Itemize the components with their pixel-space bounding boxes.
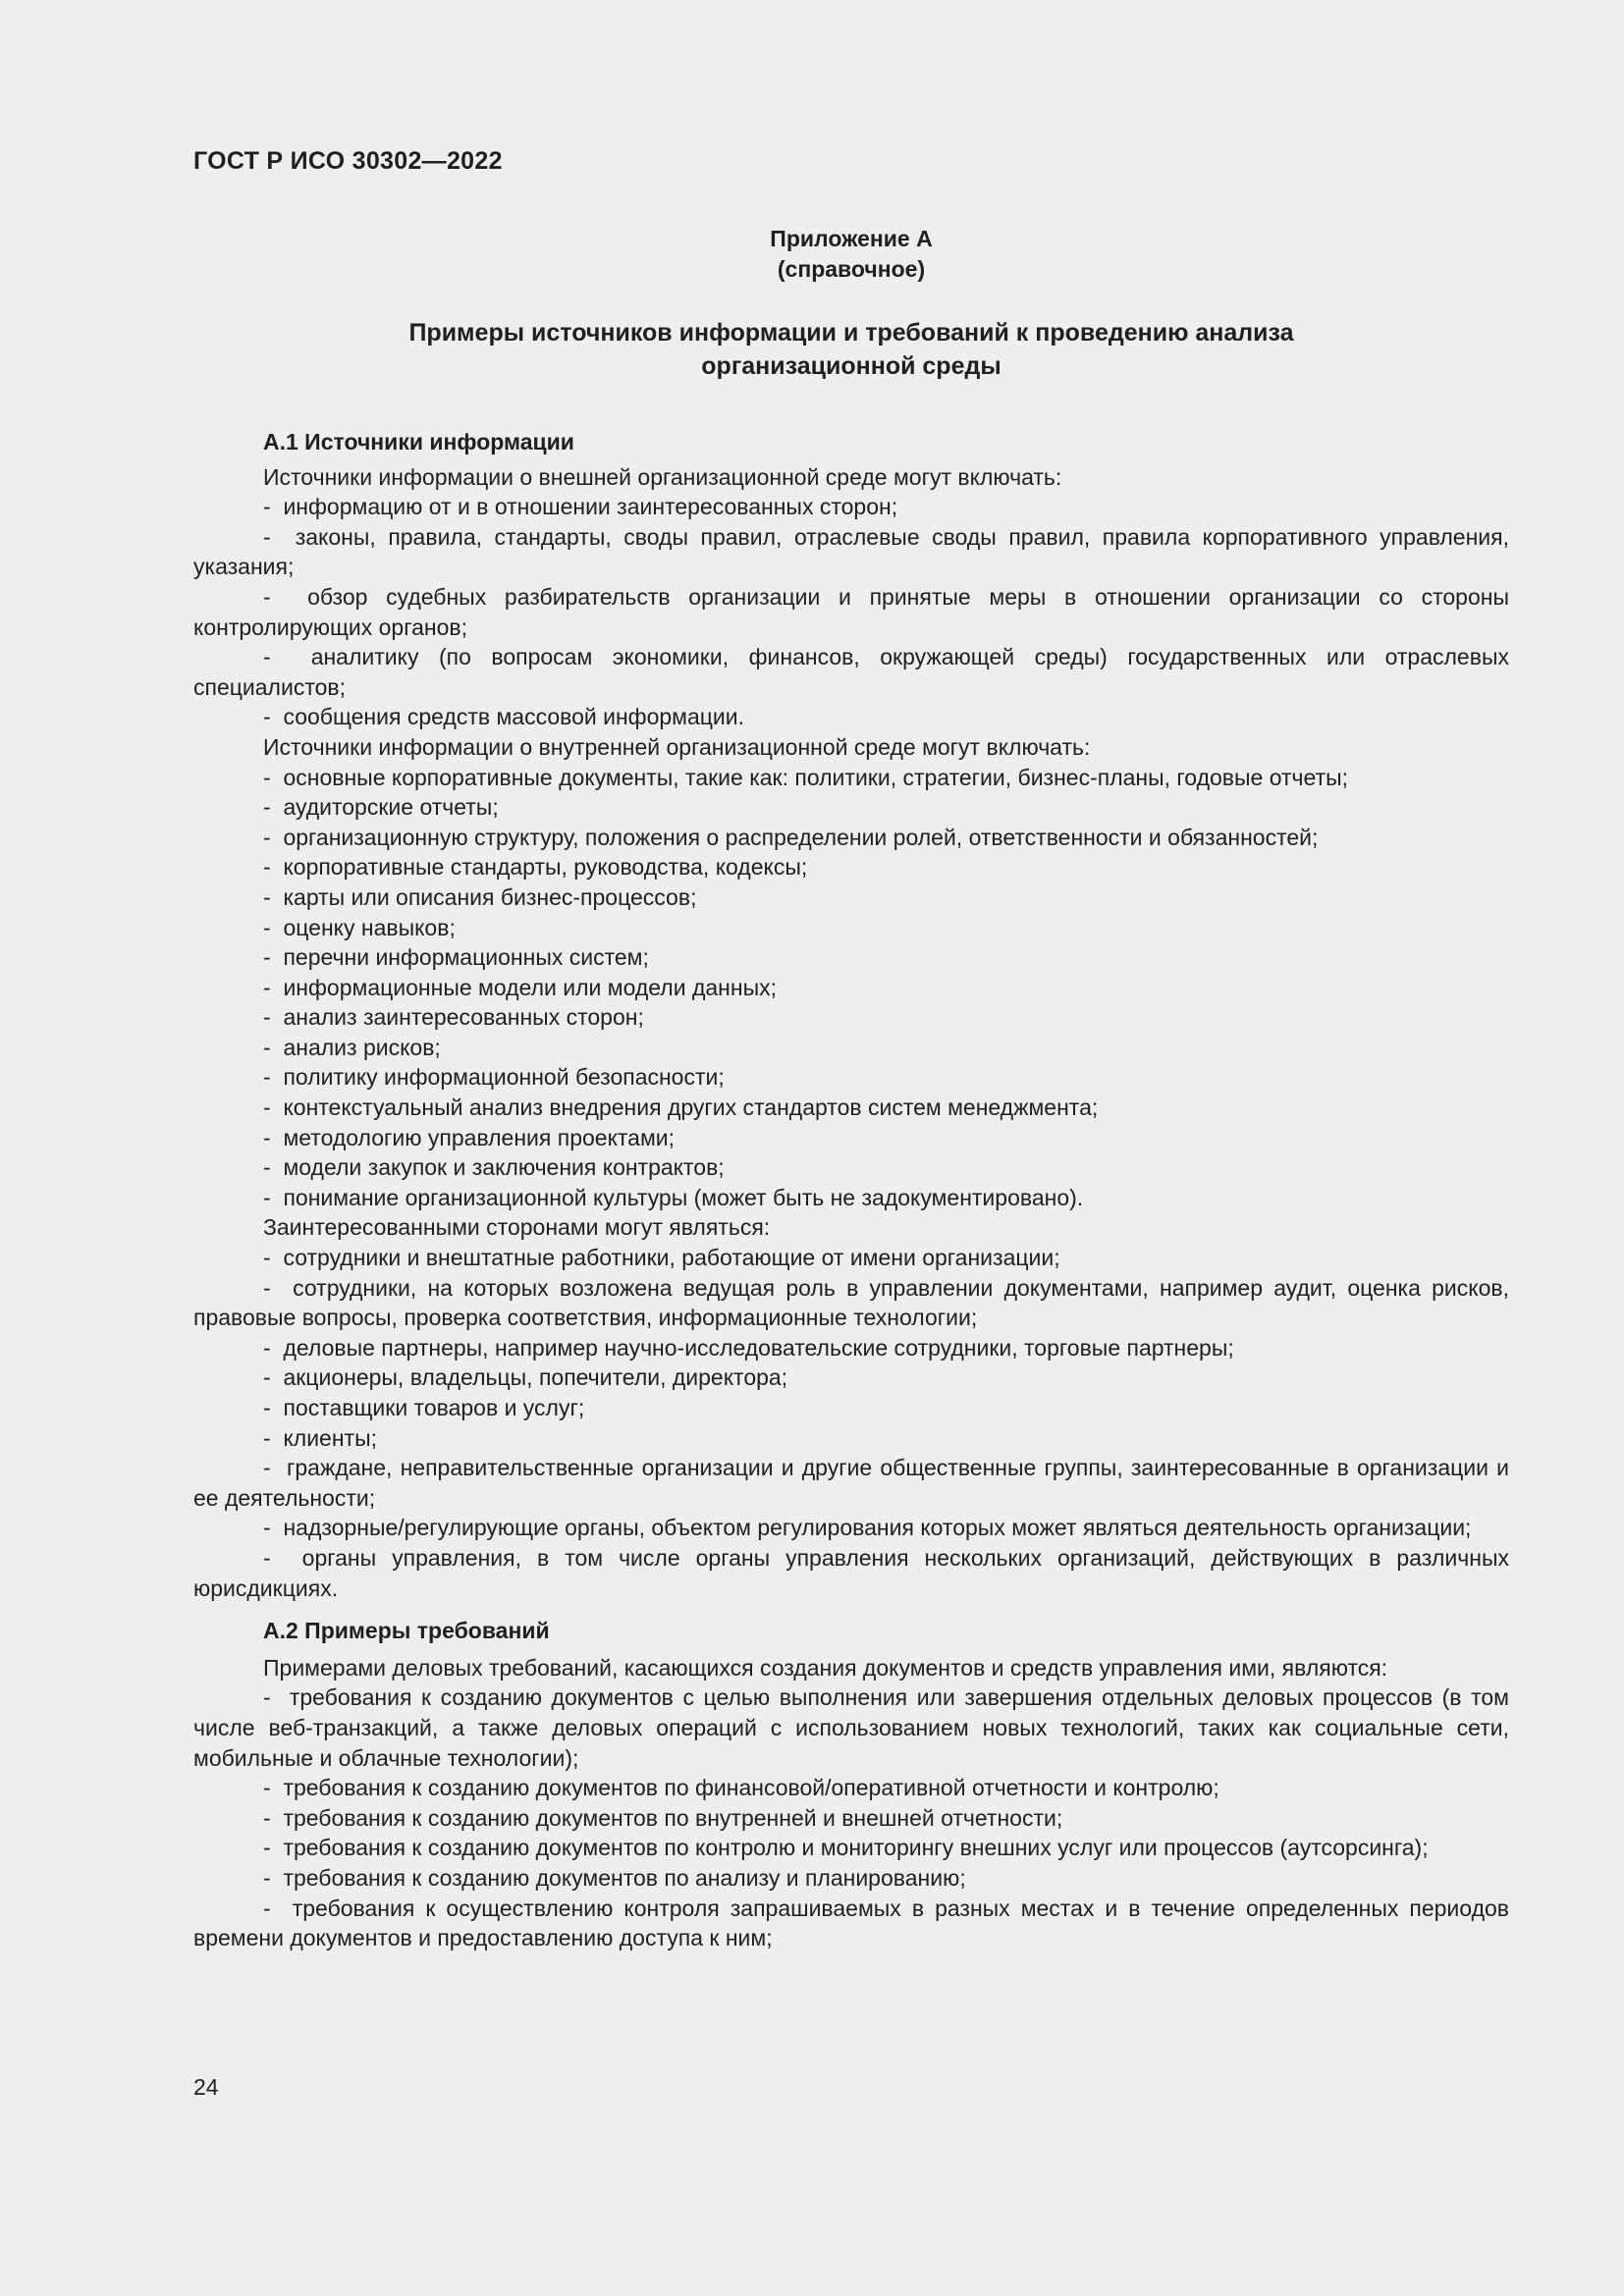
list-item: - поставщики товаров и услуг; [193, 1393, 1509, 1423]
internal-sources-intro: Источники информации о внутренней организационной среде могут включать: [263, 733, 1091, 760]
section-a2-title: А.2 Примеры требований [263, 1618, 550, 1644]
list-item: - корпоративные стандарты, руководства, кодексы; [193, 852, 1509, 882]
list-item: - модели закупок и заключения контрактов; [193, 1152, 1509, 1183]
list-item: - анализ рисков; [193, 1033, 1509, 1063]
list-item: - карты или описания бизнес-процессов; [193, 882, 1509, 913]
list-item: - законы, правила, стандарты, своды правил, отраслевые своды правил, правила корпоративного управления, указания; [193, 522, 1509, 582]
appendix-kind: (справочное) [777, 256, 926, 282]
section-a1-title: А.1 Источники информации [263, 429, 574, 454]
list-item: - информацию от и в отношении заинтересованных сторон; [193, 492, 1509, 522]
list-item: - контекстуальный анализ внедрения других стандартов систем менеджмента; [193, 1093, 1509, 1123]
list-item: - требования к созданию документов с целью выполнения или завершения отдельных деловых процессов (в том числе веб-транзакций, а также деловых операций с использованием новых технологий, таких как социальные сети, мобильные и облачные технологии); [193, 1682, 1509, 1773]
list-item: - информационные модели или модели данных; [193, 973, 1509, 1003]
list-item: - требования к созданию документов по анализу и планированию; [193, 1863, 1509, 1894]
list-item: - аналитику (по вопросам экономики, финансов, окружающей среды) государственных или отраслевых специалистов; [193, 642, 1509, 702]
list-item: - сотрудники и внештатные работники, работающие от имени организации; [193, 1243, 1509, 1273]
list-item: - клиенты; [193, 1423, 1509, 1454]
list-item: - оценку навыков; [193, 913, 1509, 943]
list-item: - надзорные/регулирующие органы, объектом регулирования которых может являться деятельность организации; [193, 1513, 1509, 1543]
list-item: - обзор судебных разбирательств организации и принятые меры в отношении организации со стороны контролирующих органов; [193, 582, 1509, 642]
list-item: - сотрудники, на которых возложена ведущая роль в управлении документами, например аудит, оценка рисков, правовые вопросы, проверка соответствия, информационные технологии; [193, 1273, 1509, 1333]
list-item: - граждане, неправительственные организации и другие общественные группы, заинтересованные в организации и ее деятельности; [193, 1453, 1509, 1513]
list-item: - требования к созданию документов по контролю и мониторингу внешних услуг или процессов (аутсорсинга); [193, 1833, 1509, 1863]
list-item: - анализ заинтересованных сторон; [193, 1002, 1509, 1033]
list-item: - сообщения средств массовой информации. [193, 702, 1509, 732]
list-item: - методологию управления проектами; [193, 1123, 1509, 1153]
page-number: 24 [193, 2074, 219, 2100]
list-item: - политику информационной безопасности; [193, 1062, 1509, 1093]
list-item: - деловые партнеры, например научно-исследовательские сотрудники, торговые партнеры; [193, 1333, 1509, 1363]
list-item: - требования к созданию документов по финансовой/оперативной отчетности и контролю; [193, 1773, 1509, 1803]
appendix-heading-line2: организационной среды [701, 352, 1001, 380]
list-item: - требования к осуществлению контроля запрашиваемых в разных местах и в течение определенных периодов времени документов и предоставлению доступа к ним; [193, 1894, 1509, 1953]
stakeholders-intro: Заинтересованными сторонами могут являться: [263, 1214, 771, 1241]
document-body [193, 427, 1509, 1953]
list-item: - аудиторские отчеты; [193, 792, 1509, 823]
list-item: - требования к созданию документов по внутренней и внешней отчетности; [193, 1803, 1509, 1834]
list-item: - основные корпоративные документы, такие как: политики, стратегии, бизнес-планы, годовые отчеты; [193, 763, 1509, 793]
list-item: - организационную структуру, положения о распределении ролей, ответственности и обязанностей; [193, 823, 1509, 853]
list-item: - понимание организационной культуры (может быть не задокументировано). [193, 1183, 1509, 1213]
list-item: - перечни информационных систем; [193, 942, 1509, 973]
appendix-heading-line1: Примеры источников информации и требований к проведению анализа [408, 319, 1294, 347]
requirements-intro: Примерами деловых требований, касающихся создания документов и средств управления ими, являются: [263, 1654, 1388, 1681]
appendix-heading [193, 316, 1509, 383]
external-sources-intro: Источники информации о внешней организационной среде могут включать: [263, 463, 1062, 490]
document-id: ГОСТ Р ИСО 30302—2022 [193, 147, 503, 175]
list-item: - акционеры, владельцы, попечители, директора; [193, 1362, 1509, 1393]
appendix-title: Приложение А [770, 226, 933, 251]
list-item: - органы управления, в том числе органы управления нескольких организаций, действующих в различных юрисдикциях. [193, 1543, 1509, 1603]
